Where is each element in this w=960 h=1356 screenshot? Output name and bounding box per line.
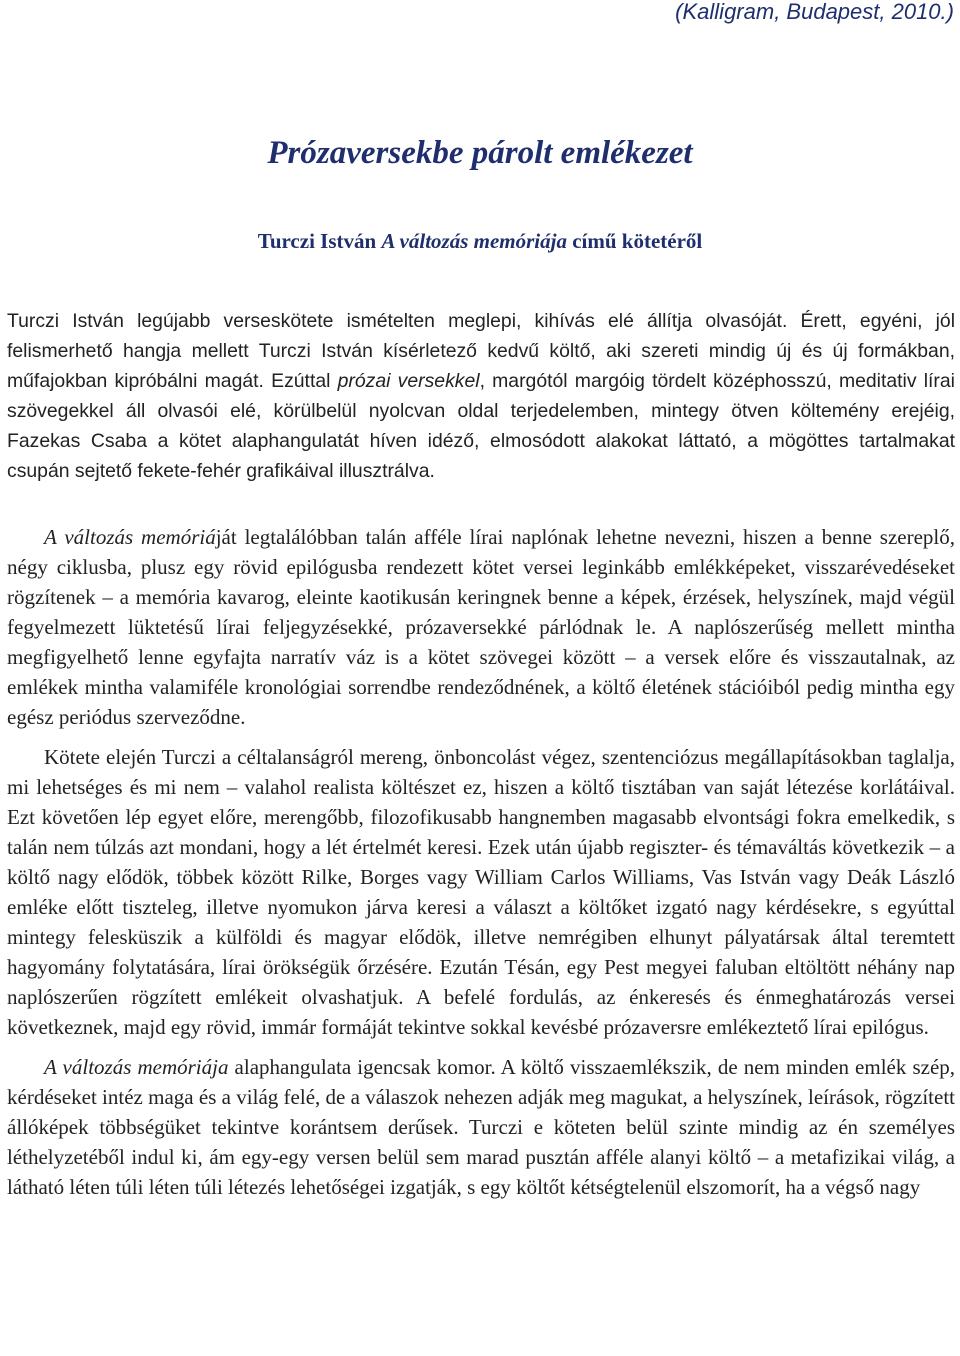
lead-text-1: Turczi István legújabb verseskötete ismételten meglepi, kihívás elé állítja olvasóját. Érett, egyéni, jól felismerhető hangja mellett Turczi István kísérletező kedvű költő, aki szereti mindig új és új formákban, műfajokban kipróbálni magát. Ezúttal xyxy=(7,310,955,392)
lead-italic: prózai versekkel xyxy=(337,370,480,392)
lead-paragraph xyxy=(7,306,955,486)
paragraph-text: alaphangulata igencsak komor. A költő visszaemlékszik, de nem minden emlék szép, kérdéseket intéz maga és a világ felé, de a válaszok nehezen adják meg magukat, a helyszínek, leírások, rögzített állóképek többségüket tekintve korántsem derűsek. Turczi e köteten belül szinte mindig az én személyes léthelyzetéből indul ki, ám egy-egy versen belül sem marad pusztán afféle alanyi költő – a metafizikai világ, a látható léten túli léten túli létezés lehetőségei izgatják, s egy költőt kétségtelenül elszomorít, ha a végső nagy xyxy=(7,1055,956,1199)
paragraph-text: Kötete elején Turczi a céltalanságról mereng, önboncolást végez, szentenciózus megállapításokban taglalja, mi lehetséges és mi nem – valahol realista költészet ez, hiszen a költő tisztában van saját létezése korlátáival. Ezt követően lép egyet előre, merengőbb, filozofikusabb hangnemben magasabb elvontsági fokra emelkedik, s talán nem túlzás azt mondani, hogy a lét értelmét keresi. Ezek után újabb regiszter- és témaváltás következik – a költő nagy elődök, többek között Rilke, Borges vagy William Carlos Williams, Vas István vagy Deák László emléke előtt tiszteleg, illetve nyomukon járva keresi a választ a költőket izgató nagy kérdésekre, s egyúttal mintegy felesküszik a külföldi és magyar elődök, illetve nemrégiben elhunyt pályatársak által teremtett hagyomány folytatására, lírai örökségük őrzésére. Ezután Tésán, egy Pest megyei faluban eltöltött néhány nap naplószerűen rögzített emlékeit olvashatjuk. A befelé fordulás, az énkeresés és énmeghatározás versei következnek, majd egy rövid, immár formáját tekintve sokkal kevésbé prózaversre emlékeztető lírai epilógus. xyxy=(7,745,955,1039)
article-subtitle xyxy=(0,226,960,256)
body-paragraph-3 xyxy=(7,1052,955,1202)
body-paragraph-1 xyxy=(7,522,955,732)
article-title: Prózaversekbe párolt emlékezet xyxy=(267,135,693,171)
body-paragraph-2 xyxy=(7,742,955,1042)
subtitle-book-title: A változás memóriája xyxy=(381,229,567,253)
book-title-reference: A változás memóriája xyxy=(44,1055,229,1079)
book-title-reference: A változás memóriá xyxy=(44,525,216,549)
paragraph-text: ját legtalálóbban talán afféle lírai naplónak lehetne nevezni, hiszen a benne szereplő, négy ciklusba, plusz egy rövid epilógusba rendezett kötet versei leginkább emlékképeket, visszarévedéseket rögzítenek – a memória kavarog, eleinte kaotikusán keringnek benne a képek, érzések, helyszínek, majd végül fegyelmezett lüktetésű lírai feljegyzésekké, prózaversekké párlódnak le. A naplószerűség mellett mintha megfigyelhető lenne egyfajta narratív váz is a kötet szövegei között – a versek előre és visszautalnak, az emlékek mintha valamiféle kronológiai sorrendbe rendeződnének, a költő életének stációiból pedig mintha egy egész periódus szerveződne. xyxy=(7,525,955,729)
subtitle-author: Turczi István xyxy=(257,229,382,253)
source-note: (Kalligram, Budapest, 2010.) xyxy=(675,0,954,24)
article-body xyxy=(7,522,955,1212)
lead-text-2: , margótól margóig tördelt középhosszú, meditativ lírai szövegekkel áll olvasói elé, körülbelül nyolcvan oldal terjedelemben, mintegy ötven költemény erejéig, Fazekas Csaba a kötet alaphangulatát híven idéző, elmosódott alakokat láttató, a mögöttes tartalmakat csupán sejtető fekete-fehér grafikáival illusztrálva. xyxy=(7,370,955,482)
subtitle-suffix: című kötetéről xyxy=(566,229,703,253)
